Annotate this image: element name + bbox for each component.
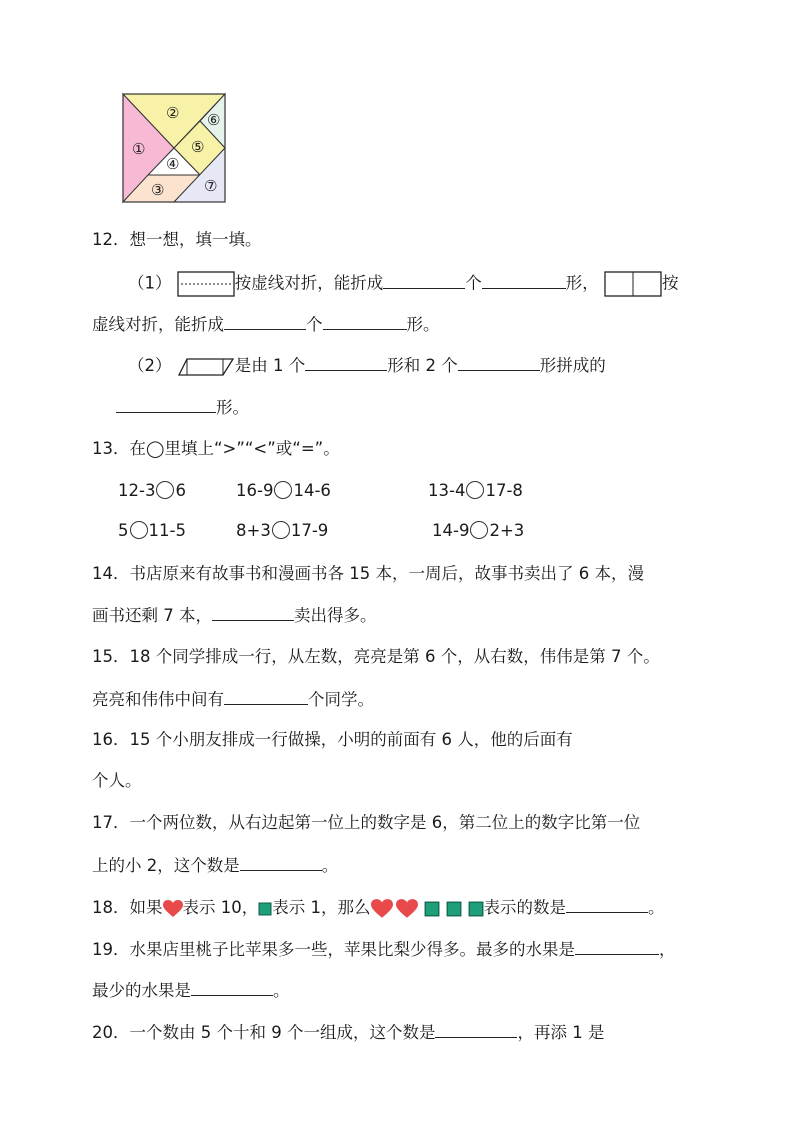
answer-blank[interactable] [240,854,322,871]
square-split-icon [604,271,662,297]
tangram-label-5: ⑤ [191,138,205,156]
q12-part1-line [128,271,679,297]
answer-blank[interactable] [575,938,659,955]
q16-line1: 16．15 个小朋友排成一行做操，小明的前面有 6 人，他的后面有 [92,730,573,749]
q12-p2-end: 形。 [216,398,249,417]
tangram-label-3: ③ [151,181,165,199]
q20-line: 20．一个数由 5 个十和 9 个一组成，这个数是 ，再添 1 是 [92,1023,605,1042]
q15-line2: 亮亮和伟伟中间有 个同学。 [92,690,374,709]
answer-blank[interactable] [224,688,308,705]
parallelogram-icon [177,357,235,377]
answer-blank[interactable] [212,604,294,621]
q19-line2: 最少的水果是 。 [92,981,290,1000]
compare-circle[interactable] [272,521,290,539]
square-icon [258,902,272,916]
q14-line2: 画书还剩 7 本， 卖出得多。 [92,606,377,625]
q13-item: 8+3 17-9 [236,521,329,540]
q18-line: 18．如果 表示 10， 表示 1，那么 表示的数是 。 [92,898,665,917]
q19-line1: 19．水果店里桃子比苹果多一些，苹果比梨少得多。最多的水果是 ， [92,940,676,959]
q13-item: 16-9 14-6 [236,481,331,500]
q12-p1-number: （1） [128,273,172,293]
answer-blank[interactable] [458,354,540,371]
q12-p1-text-b: 虚线对折，能折成 [92,315,224,334]
q17-line1: 17．一个两位数，从右边起第一位上的数字是 6，第二位上的数字比第一位 [92,813,641,832]
q12-p1-ge: 个 [465,273,482,293]
answer-blank[interactable] [224,313,306,330]
q12-p2-text-c: 形拼成的 [539,356,606,375]
q12-p1-an: 按 [662,273,679,293]
q16-line2: 个人。 [92,771,142,790]
q12-part1-line2 [92,313,440,336]
square-icon [424,901,440,917]
compare-circle[interactable] [130,521,148,539]
answer-blank[interactable] [191,979,273,996]
compare-circle[interactable] [274,481,292,499]
q12-title: 12．想一想，填一填。 [92,230,262,249]
q13-title: 13．在◯里填上“>”“<”或“=”。 [92,439,340,458]
heart-icon [163,900,183,918]
compare-circle[interactable] [156,481,174,499]
tangram-label-6: ⑥ [207,111,221,129]
q12-part2-line2 [116,396,249,419]
q12-p2-number: （2） [128,356,172,375]
q15-line1: 15．18 个同学排成一行，从左数，亮亮是第 6 个，从右数，伟伟是第 7 个。 [92,647,660,666]
q14-line1: 14．书店原来有故事书和漫画书各 15 本，一周后，故事书卖出了 6 本，漫 [92,564,644,583]
q13-item: 13-4 17-8 [428,481,523,500]
answer-blank[interactable] [435,1021,517,1038]
answer-blank[interactable] [305,354,387,371]
answer-blank[interactable] [323,313,407,330]
q12-p2-text-b: 形和 2 个 [387,356,458,375]
q12-p1-xing: 形， [565,273,599,293]
q12-p1-xing2: 形。 [406,315,440,334]
compare-circle[interactable] [470,521,488,539]
answer-blank[interactable] [116,396,216,413]
tangram-label-2: ② [166,104,180,122]
q13-item: 12-3 6 [118,481,186,500]
answer-blank[interactable] [383,272,465,289]
compare-circle[interactable] [466,481,484,499]
tangram-label-7: ⑦ [204,177,218,195]
square-icon [468,901,484,917]
q12-p2-text-a: 是由 1 个 [234,356,306,375]
q13-item: 14-9 2+3 [432,521,525,540]
tangram-figure [122,93,226,204]
tangram-label-4: ④ [166,155,180,173]
q12-p1-text-a: 按虚线对折，能折成 [234,273,384,293]
q17-line2: 上的小 2，这个数是 。 [92,856,339,875]
q12-p1-ge2: 个 [306,315,323,334]
q12-part2-line [128,354,606,377]
answer-blank[interactable] [566,896,648,913]
heart-icon [396,899,418,919]
dashed-rectangle-icon [177,271,235,297]
tangram-label-1: ① [132,140,146,158]
square-icon [446,901,462,917]
answer-blank[interactable] [482,272,566,289]
heart-icon [371,899,393,919]
q13-item: 5 11-5 [118,521,186,540]
